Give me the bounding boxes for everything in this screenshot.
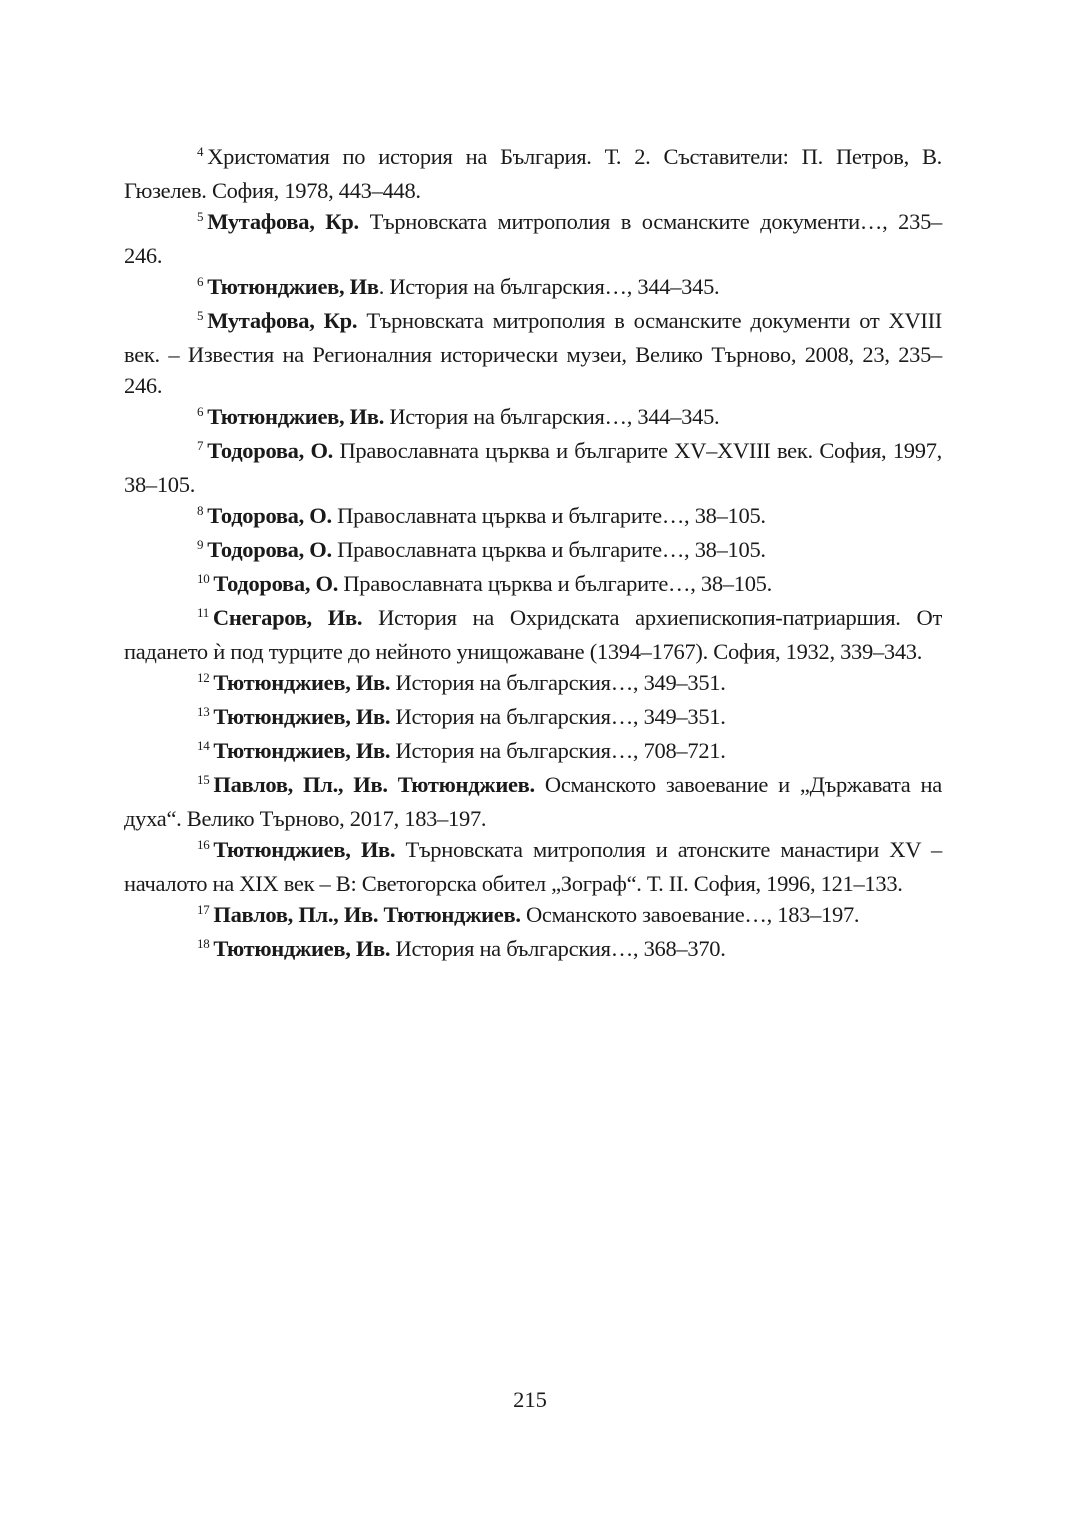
footnote — [124, 305, 942, 401]
footnote-author: Снегаров, Ив. — [212, 605, 363, 630]
footnote-number: 15 — [197, 772, 210, 787]
footnote-author: Павлов, Пл., Ив. Тютюнджиев. — [213, 772, 535, 797]
footnote-author: Тютюнджиев, Ив — [207, 274, 379, 299]
footnote-author: Тютюнджиев, Ив. — [213, 704, 391, 729]
footnote — [124, 899, 942, 933]
footnote-text: Търновската митрополия в османските документи от XVIII век. – Известия на Регионалния исторически музеи, Велико Търново, 2008, 23, 235–246. — [124, 308, 942, 398]
footnote — [124, 435, 942, 500]
footnote-number: 6 — [197, 404, 204, 419]
footnote-number: 5 — [197, 209, 204, 224]
footnote-number: 10 — [197, 571, 210, 586]
footnote — [124, 206, 942, 271]
footnote — [124, 834, 942, 899]
footnote-number: 17 — [197, 902, 210, 917]
footnote-text: История на българския…, 368–370. — [390, 936, 726, 961]
footnote-text: Православната църква и българите…, 38–105. — [338, 571, 772, 596]
footnote-author: Тодорова, О. — [213, 571, 339, 596]
footnote-text: Православната църква и българите XV–XVIII век. София, 1997, 38–105. — [124, 438, 942, 497]
footnote-number: 12 — [197, 670, 210, 685]
footnote — [124, 735, 942, 769]
footnote-text: История на българския…, 344–345. — [384, 404, 720, 429]
footnote — [124, 769, 942, 834]
footnote-text: Православната църква и българите…, 38–105. — [331, 503, 766, 528]
footnote-text: История на българския…, 349–351. — [390, 704, 726, 729]
footnote-text: История на българския…, 349–351. — [390, 670, 726, 695]
footnote — [124, 141, 942, 206]
footnote — [124, 602, 942, 667]
footnote-author: Мутафова, Кр. — [207, 308, 358, 333]
footnote-author: Тютюнджиев, Ив. — [213, 738, 391, 763]
footnote-text: Търновската митрополия и атонските манастири XV – началото на XIX век – В: Светогорска обител „Зограф“. Т. II. София, 1996, 121–133. — [124, 837, 942, 896]
footnote-author: Тютюнджиев, Ив. — [213, 837, 396, 862]
footnote-number: 8 — [197, 503, 204, 518]
footnote-text: Православната църква и българите…, 38–105. — [331, 537, 766, 562]
footnote-number: 11 — [197, 605, 209, 620]
footnote — [124, 401, 942, 435]
footnote — [124, 667, 942, 701]
footnote-author: Тодорова, О. — [207, 438, 333, 463]
footnote-author: Тютюнджиев, Ив. — [207, 404, 385, 429]
footnote-number: 6 — [197, 274, 204, 289]
footnote — [124, 271, 942, 305]
footnote-author: Тодорова, О. — [207, 503, 332, 528]
footnote — [124, 534, 942, 568]
footnote-text: . История на българския…, 344–345. — [378, 274, 720, 299]
footnote-number: 16 — [197, 837, 210, 852]
footnote-text: Христоматия по история на България. Т. 2. Съставители: П. Петров, В. Гюзелев. София, 1978, 443–448. — [124, 144, 942, 203]
footnote-text: Търновската митрополия в османските документи…, 235–246. — [124, 209, 942, 268]
footnote-author: Тодорова, О. — [207, 537, 332, 562]
footnote-author: Тютюнджиев, Ив. — [213, 936, 391, 961]
footnote-text: Османското завоевание и „Държавата на духа“. Велико Търново, 2017, 183–197. — [124, 772, 942, 831]
footnote — [124, 933, 942, 967]
footnote-number: 18 — [197, 936, 210, 951]
footnote — [124, 568, 942, 602]
footnote-text: История на българския…, 708–721. — [390, 738, 726, 763]
footnote-number: 9 — [197, 537, 204, 552]
footnote-number: 7 — [197, 438, 204, 453]
page-number: 215 — [513, 1387, 547, 1412]
footnote-number: 5 — [197, 308, 204, 323]
footnote-number: 14 — [197, 738, 210, 753]
footnote-author: Мутафова, Кр. — [207, 209, 359, 234]
footnote — [124, 701, 942, 735]
footnote-number: 13 — [197, 704, 210, 719]
footnote-author: Тютюнджиев, Ив. — [213, 670, 391, 695]
footnote-text: История на Охридската архиепископия-патриаршия. От падането ѝ под турците до нейното унищожаване (1394–1767). София, 1932, 339–343. — [124, 605, 942, 664]
footnote-number: 4 — [197, 144, 204, 159]
footnotes-block — [124, 141, 942, 967]
footnote — [124, 500, 942, 534]
footnote-author: Павлов, Пл., Ив. Тютюнджиев. — [213, 902, 521, 927]
footnote-text: Османското завоевание…, 183–197. — [520, 902, 860, 927]
